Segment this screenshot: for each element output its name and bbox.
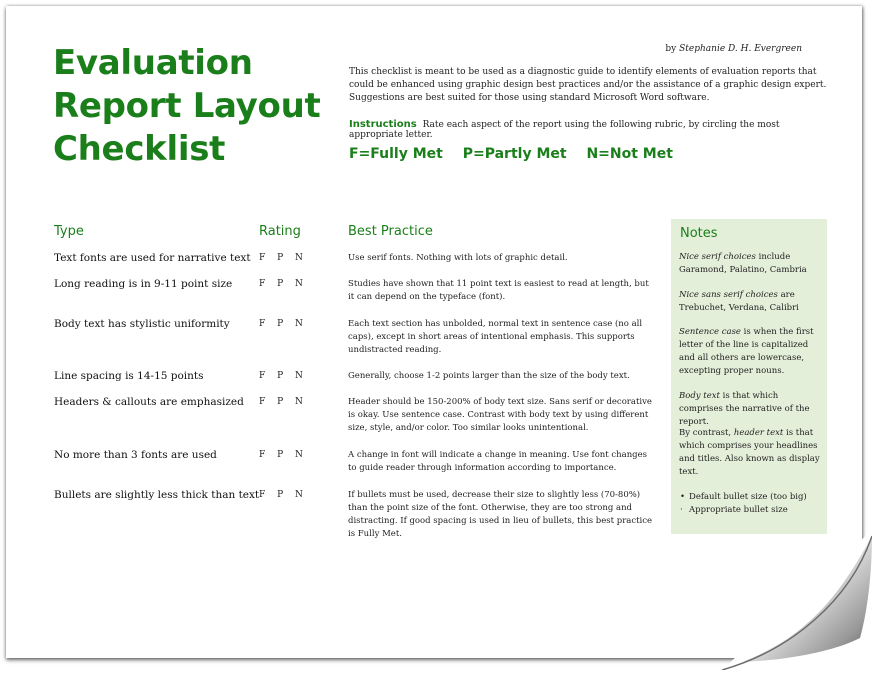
row-rating[interactable]: F P N: [259, 371, 303, 381]
note-header-prefix: By contrast,: [679, 428, 734, 438]
instructions-label: Instructions: [349, 119, 417, 130]
note-sentence-text: is when the first letter of the line is capitalized and all others are lowercase, excepting proper nouns.: [679, 327, 814, 376]
bullet-examples: [679, 491, 824, 517]
page-curl-icon: [722, 530, 872, 670]
list-item: [679, 491, 824, 504]
scale-fully-met: F=Fully Met: [349, 146, 443, 162]
column-header-type: Type: [54, 224, 84, 239]
row-best-practice: Each text section has unbolded, normal text in sentence case (no all caps), except in short areas of intentional emphasis. This supports undistracted reading.: [348, 319, 643, 355]
bullet-default-text: Default bullet size (too big): [689, 492, 807, 502]
rating-scale: [349, 146, 688, 162]
scale-not-met: N=Not Met: [586, 146, 673, 162]
row-rating[interactable]: F P N: [259, 279, 303, 289]
note-sans-serif: [679, 289, 824, 315]
row-rating[interactable]: F P N: [259, 450, 303, 460]
note-body-text-desc: is that which comprises the narrative of the report.: [679, 391, 810, 427]
note-header-desc: is that which comprises your headlines and titles. Also known as display text.: [679, 428, 820, 477]
byline: [665, 44, 802, 54]
row-best-practice: Studies have shown that 11 point text is easiest to read at length, but it can depend on the typeface (font).: [348, 279, 649, 302]
row-rating[interactable]: F P N: [259, 253, 303, 263]
note-body-term: Body text: [679, 391, 720, 401]
row-type: Line spacing is 14-15 points: [54, 370, 204, 382]
row-type: No more than 3 fonts are used: [54, 449, 217, 461]
byline-author: Stephanie D. H. Evergreen: [679, 44, 802, 54]
note-serif: [679, 251, 824, 277]
page-title: [53, 42, 320, 171]
title-line-2: Report Layout: [53, 86, 321, 126]
note-body-text: [679, 390, 824, 429]
bullet-default-icon: •: [680, 492, 686, 502]
row-best-practice: A change in font will indicate a change in meaning. Use font changes to guide reader through information according to importance.: [348, 450, 648, 473]
row-type: Text fonts are used for narrative text: [54, 252, 251, 264]
list-item: [679, 504, 824, 517]
row-best-practice: Generally, choose 1-2 points larger than the size of the body text.: [348, 371, 630, 381]
note-header-term: header text: [733, 428, 784, 438]
byline-prefix: by: [665, 44, 677, 54]
row-rating[interactable]: F P N: [259, 397, 303, 407]
bullet-small-text: Appropriate bullet size: [689, 505, 788, 515]
row-type: Bullets are slightly less thick than text: [54, 489, 260, 501]
row-type: Headers & callouts are emphasized: [54, 396, 244, 408]
row-best-practice: If bullets must be used, decrease their size to slightly less (70-80%) than the point size of the font. Otherwise, they are too strong and distracting. If good spacing is used in lieu of bullets, this best practice is Fully Met.: [348, 490, 653, 539]
row-type: Long reading is in 9-11 point size: [54, 278, 233, 290]
row-best-practice: Use serif fonts. Nothing with lots of graphic detail.: [348, 253, 568, 263]
intro-paragraph: This checklist is meant to be used as a diagnostic guide to identify elements of evaluation reports that could be enhanced using graphic design best practices and/or the assistance of a graphic design expert. Suggestions are best suited for those using standard Microsoft Word software.: [349, 67, 827, 103]
note-serif-text: include Garamond, Palatino, Cambria: [679, 252, 807, 275]
title-line-1: Evaluation: [53, 43, 253, 83]
row-type: Body text has stylistic uniformity: [54, 318, 230, 330]
column-header-best-practice: Best Practice: [348, 224, 433, 239]
note-header-text: [679, 427, 824, 479]
note-sans-term: Nice sans serif choices: [679, 290, 778, 300]
scale-partly-met: P=Partly Met: [462, 146, 567, 162]
row-best-practice: Header should be 150-200% of body text size. Sans serif or decorative is okay. Use sentence case. Contrast with body text by using different size, style, and/or color. Too similar looks unintentional.: [348, 397, 652, 433]
row-rating[interactable]: F P N: [259, 490, 303, 500]
note-serif-term: Nice serif choices: [679, 252, 756, 262]
instructions-text: Rate each aspect of the report using the following rubric, by circling the most appropriate letter.: [349, 120, 780, 140]
row-rating[interactable]: F P N: [259, 319, 303, 329]
notes-panel: [671, 219, 827, 534]
bullet-small-icon: ·: [680, 505, 683, 515]
notes-heading: Notes: [680, 226, 718, 241]
column-header-rating: Rating: [259, 224, 301, 239]
note-sentence-case: [679, 326, 824, 378]
instructions: [349, 119, 829, 140]
note-sans-text: are Trebuchet, Verdana, Calibri: [679, 290, 799, 313]
note-sentence-term: Sentence case: [679, 327, 741, 337]
title-line-3: Checklist: [53, 129, 226, 169]
